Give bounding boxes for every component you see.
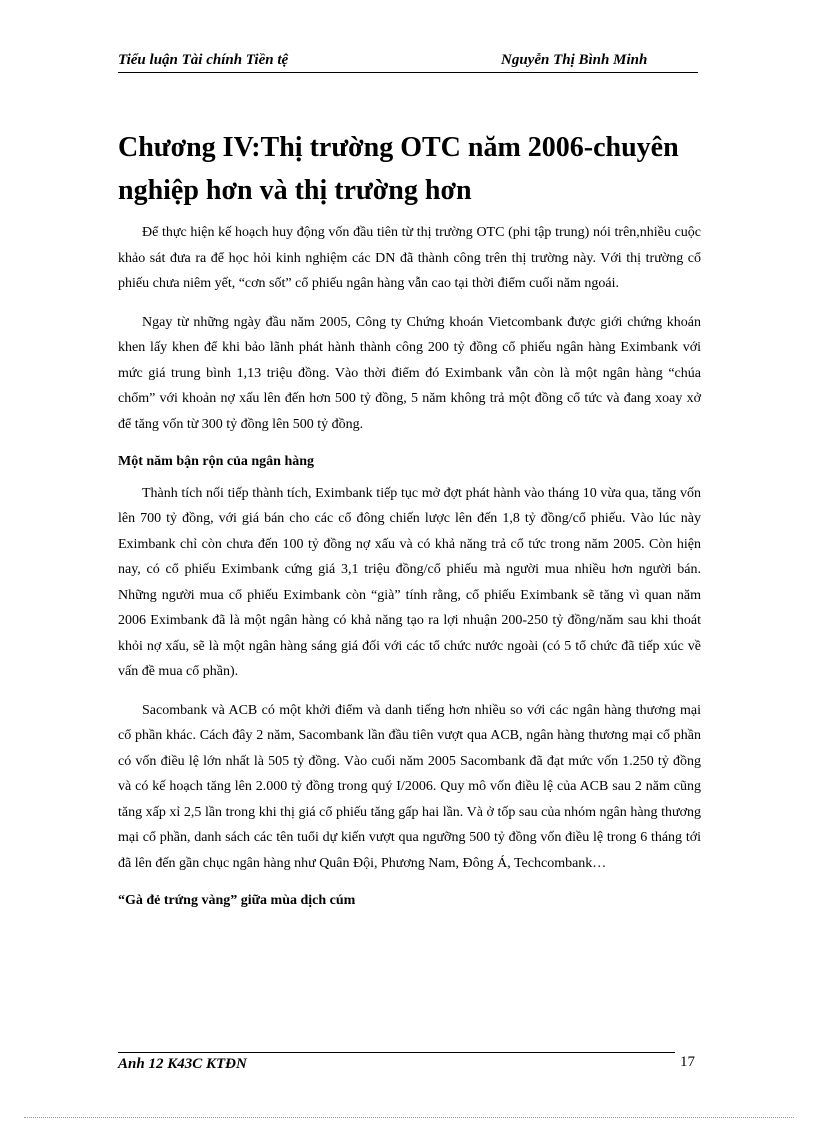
paragraph: Sacombank và ACB có một khởi điểm và danh tiếng hơn nhiều so với các ngân hàng thương mại cổ phần khác. Cách đây 2 năm, Sacombank lần đầu tiên vượt qua ACB, ngân hàng thương mại cổ phần có vốn điều lệ lớn nhất là 505 tỷ đồng. Vào cuối năm 2005 Sacombank đã đạt mức vốn 1.250 tỷ đồng và có kế hoạch tăng lên 2.000 tỷ đồng trong quý I/2006. Quy mô vốn điều lệ của ACB sau 2 năm cũng tăng xấp xỉ 2,5 lần trong khi thị giá cổ phiếu tăng gấp hai lần. Và ở tốp sau của nhóm ngân hàng thương mại cổ phần, danh sách các tên tuổi dự kiến vượt qua ngưỡng 500 tỷ đồng vốn điều lệ trong 6 tháng tới đã lên đến gần chục ngân hàng như Quân Đội, Phương Nam, Đông Á, Techcombank… — [118, 702, 701, 871]
page-bottom-border — [24, 1117, 794, 1118]
header-course-title: Tiểu luận Tài chính Tiền tệ — [118, 52, 289, 68]
footer-class-label: Anh 12 K43C KTĐN — [118, 1056, 247, 1072]
header-rule — [118, 72, 698, 73]
chapter-title: Chương IV:Thị trường OTC năm 2006-chuyên nghiệp hơn và thị trường hơn — [118, 132, 679, 206]
paragraph: Ngay từ những ngày đầu năm 2005, Công ty Chứng khoán Vietcombank được giới chứng khoán khen lấy khen để khi bảo lãnh phát hành thành công 200 tỷ đồng cổ phiếu ngân hàng Eximbank với mức giá trung bình 1,13 triệu đồng. Vào thời điểm đó Eximbank vẫn còn là một ngân hàng “chúa chổm” với khoản nợ xấu lên đến hơn 500 tỷ đồng, 5 năm không trả một đồng cổ tức và đang xoay xở để tăng vốn từ 300 tỷ đồng lên 500 tỷ đồng. — [118, 314, 701, 432]
section-heading: Một năm bận rộn của ngân hàng — [118, 454, 315, 469]
page-number: 17 — [680, 1054, 695, 1070]
paragraph: Để thực hiện kế hoạch huy động vốn đầu tiên từ thị trường OTC (phi tập trung) nói trên,nhiều cuộc khảo sát đưa ra để học hỏi kinh nghiệm các DN đã thành công trên thị trường này. Với thị trường cổ phiếu chưa niêm yết, “cơn sốt” cổ phiếu ngân hàng vẫn cao tại thời điểm cuối năm ngoái. — [118, 225, 701, 291]
section-heading: “Gà đẻ trứng vàng” giữa mùa dịch cúm — [118, 893, 356, 908]
page-header — [118, 52, 698, 72]
document-body — [118, 220, 701, 920]
header-author: Nguyễn Thị Bình Minh — [501, 52, 648, 68]
page-footer — [118, 1052, 698, 1074]
paragraph: Thành tích nối tiếp thành tích, Eximbank tiếp tục mở đợt phát hành vào tháng 10 vừa qua, tăng vốn lên 700 tỷ đồng, với giá bán cho các cổ đông chiến lược lên đến 1,8 tỷ đồng/cổ phiếu. Vào lúc này Eximbank chỉ còn chưa đến 100 tỷ đồng nợ xấu và có khả năng trả cổ tức trong năm 2005. Còn hiện nay, có cổ phiếu Eximbank cứng giá 3,1 triệu đồng/cổ phiếu mà người mua nhiều hơn người bán. Những người mua cổ phiếu Eximbank còn “già” tính rằng, cổ phiếu Eximbank sẽ tăng vì quan năm 2006 Eximbank đã là một ngân hàng có khả năng tạo ra lợi nhuận 200-250 tỷ đồng/năm sau khi thoát khỏi nợ xấu, sẽ là một ngân hàng sáng giá đối với các tổ chức nước ngoài (có 5 tổ chức đã tiếp xúc về vấn đề mua cổ phần). — [118, 485, 701, 679]
footer-rule — [118, 1052, 675, 1053]
